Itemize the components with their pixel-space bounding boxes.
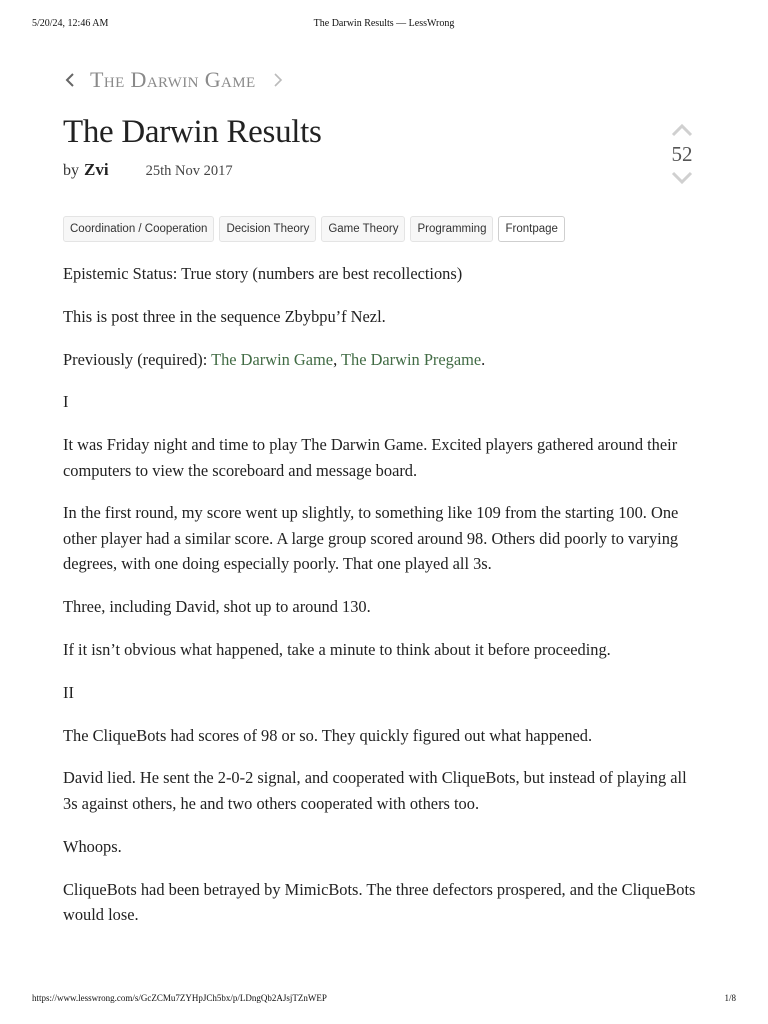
paragraph: Three, including David, shot up to around 130.: [63, 597, 371, 617]
paragraph: David lied. He sent the 2-0-2 signal, and cooperated with CliqueBots, but instead of playing all 3s against others, he and two others cooperated with others too.: [63, 768, 687, 813]
post-title: The Darwin Results: [63, 114, 322, 150]
karma-score: 52: [671, 142, 693, 166]
downvote-icon[interactable]: [660, 168, 704, 188]
paragraph: If it isn’t obvious what happened, take a minute to think about it before proceeding.: [63, 640, 611, 660]
tag-game-theory[interactable]: Game Theory: [321, 216, 405, 242]
tag-decision-theory[interactable]: Decision Theory: [219, 216, 316, 242]
paragraph: [63, 347, 703, 373]
post-body: [63, 261, 703, 945]
text: Previously (required):: [63, 349, 212, 369]
tag-frontpage[interactable]: Frontpage: [498, 216, 564, 242]
page-number: 1/8: [724, 993, 736, 1003]
paragraph: The CliqueBots had scores of 98 or so. They quickly figured out what happened.: [63, 725, 593, 745]
print-document-title: The Darwin Results — LessWrong: [313, 18, 455, 29]
paragraph: Whoops.: [63, 836, 122, 856]
print-header: [32, 18, 736, 32]
vote-widget: [660, 120, 704, 188]
paragraph: It was Friday night and time to play The Darwin Game. Excited players gathered around their computers to view the scoreboard and message board.: [63, 435, 678, 480]
link-darwin-game[interactable]: The Darwin Game: [211, 349, 334, 369]
link-darwin-pregame[interactable]: The Darwin Pregame: [340, 349, 482, 369]
paragraph: This is post three in the sequence Zbybpu’f Nezl.: [63, 306, 386, 326]
chevron-left-icon[interactable]: [60, 68, 80, 92]
paragraph: In the first round, my score went up slightly, to something like 109 from the starting 100. One other player had a similar score. A large group scored around 98. Others did poorly to varying degrees, with one doing especially poorly. That one played all 3s.: [63, 503, 679, 574]
section-heading: I: [63, 392, 69, 412]
byline: [63, 160, 233, 180]
sequence-title[interactable]: The Darwin Game: [90, 67, 256, 92]
upvote-icon[interactable]: [660, 120, 704, 140]
chevron-right-icon[interactable]: [268, 68, 288, 92]
author-link[interactable]: Zvi: [84, 160, 109, 179]
paragraph: Epistemic Status: True story (numbers are best recollections): [63, 264, 463, 283]
print-datetime: 5/20/24, 12:46 AM: [32, 18, 109, 29]
tag-programming[interactable]: Programming: [410, 216, 493, 242]
sequence-nav: [60, 66, 288, 94]
tag-coordination[interactable]: Coordination / Cooperation: [63, 216, 214, 242]
tag-list: [63, 216, 565, 242]
print-footer: [32, 993, 736, 1007]
paragraph: CliqueBots had been betrayed by MimicBots. The three defectors prospered, and the CliqueBots would lose.: [63, 879, 696, 925]
byline-prefix: by: [63, 162, 79, 179]
print-url: https://www.lesswrong.com/s/GcZCMu7ZYHpJCh5bx/p/LDngQb2AJsjTZnWEP: [32, 993, 327, 1003]
post-date: 25th Nov 2017: [145, 163, 233, 179]
section-heading: II: [63, 682, 74, 702]
text: .: [481, 349, 486, 369]
text: ,: [333, 349, 341, 369]
